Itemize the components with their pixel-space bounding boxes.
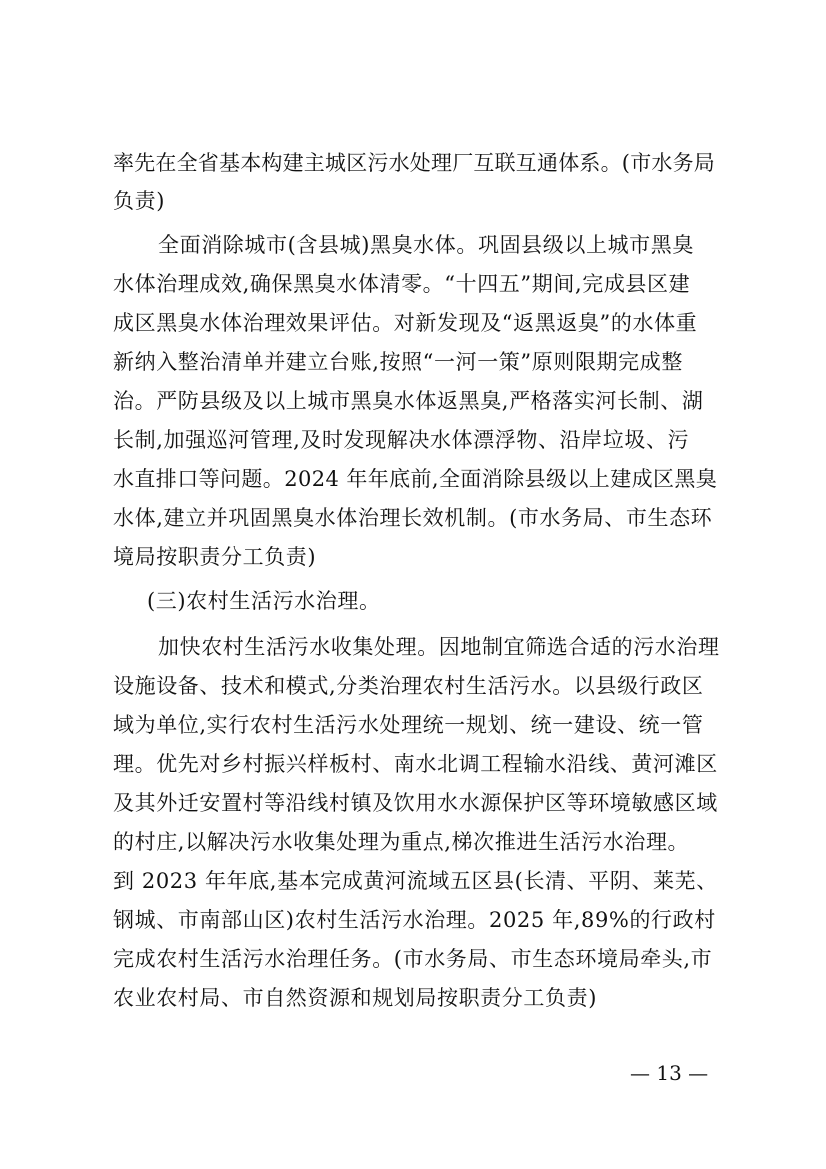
paragraph-line: 理。优先对乡村振兴样板村、南水北调工程输水沿线、黄河滩区 xyxy=(113,752,718,776)
page-number: — 13 — xyxy=(630,1061,709,1085)
paragraph-line: 域为单位,实行农村生活污水处理统一规划、统一建设、统一管 xyxy=(113,713,704,737)
paragraph-line: 的村庄,以解决污水收集处理为重点,梯次推进生活污水治理。 xyxy=(113,830,690,854)
paragraph-line: 及其外迁安置村等沿线村镇及饮用水水源保护区等环境敏感区域 xyxy=(113,791,718,815)
section-heading: (三)农村生活污水治理。 xyxy=(147,589,381,613)
paragraph-line: 治。严防县级及以上城市黑臭水体返黑臭,严格落实河长制、湖 xyxy=(113,389,704,413)
paragraph-line: 全面消除城市(含县城)黑臭水体。巩固县级以上城市黑臭 xyxy=(158,233,694,257)
paragraph-line: 设施设备、技术和模式,分类治理农村生活污水。以县级行政区 xyxy=(113,674,704,698)
paragraph-line: 新纳入整治清单并建立台账,按照“一河一策”原则限期完成整 xyxy=(113,350,683,374)
paragraph-line: 水体治理成效,确保黑臭水体清零。“十四五”期间,完成县区建 xyxy=(113,272,691,296)
paragraph-line: 率先在全省基本构建主城区污水处理厂互联互通体系。(市水务局 xyxy=(113,151,715,175)
paragraph-line: 到 2023 年年底,基本完成黄河流域五区县(长清、平阴、莱芜、 xyxy=(113,869,718,893)
paragraph-line: 农业农村局、市自然资源和规划局按职责分工负责) xyxy=(113,986,597,1010)
paragraph-line: 长制,加强巡河管理,及时发现解决水体漂浮物、沿岸垃圾、污 xyxy=(113,428,690,452)
paragraph-line: 负责) xyxy=(113,189,165,213)
paragraph-line: 水体,建立并巩固黑臭水体治理长效机制。(市水务局、市生态环 xyxy=(113,506,713,530)
paragraph-line: 成区黑臭水体治理效果评估。对新发现及“返黑返臭”的水体重 xyxy=(113,311,698,335)
paragraph-line: 加快农村生活污水收集处理。因地制宜筛选合适的污水治理 xyxy=(158,635,720,659)
paragraph-line: 水直排口等问题。2024 年年底前,全面消除县级以上建成区黑臭 xyxy=(113,467,718,491)
paragraph-line: 完成农村生活污水治理任务。(市水务局、市生态环境局牵头,市 xyxy=(113,947,713,971)
paragraph-line: 钢城、市南部山区)农村生活污水治理。2025 年,89%的行政村 xyxy=(113,908,716,932)
paragraph-line: 境局按职责分工负责) xyxy=(113,545,317,569)
